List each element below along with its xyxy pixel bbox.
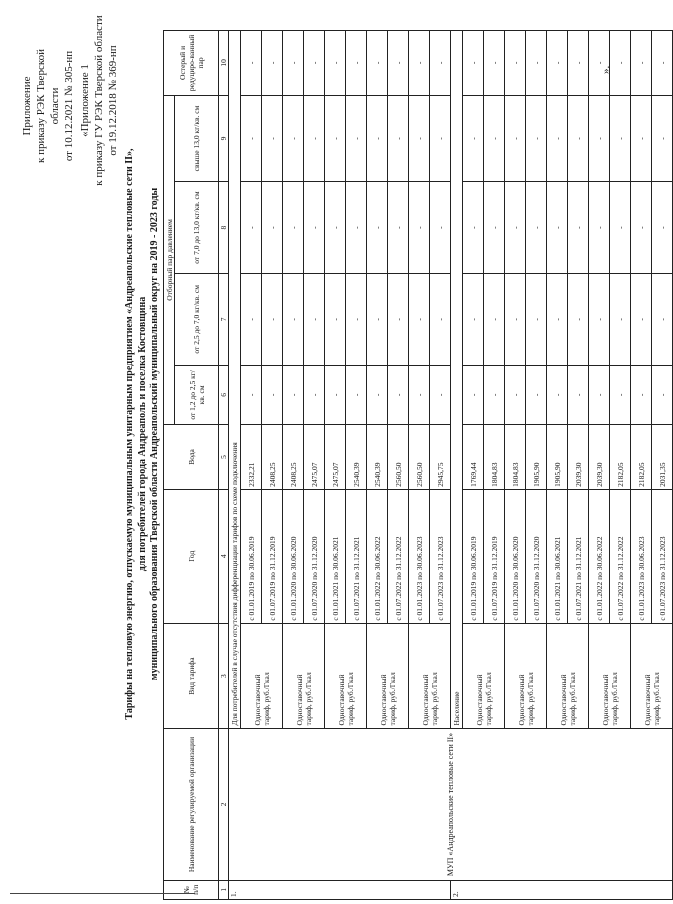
tariff-type-line-2: тариф, руб./Гкал (609, 672, 619, 726)
empty-value-dash: - (388, 95, 409, 181)
tariff-type-cell (283, 623, 325, 729)
empty-value-dash: - (610, 365, 631, 424)
empty-value-dash: - (367, 95, 388, 181)
period-cell: с 01.01.2020 по 30.06.2020 (505, 489, 526, 623)
column-number: 2 (219, 729, 229, 880)
header-water: Вода (164, 425, 219, 490)
water-value-cell: 1769,44 (463, 425, 484, 490)
water-value-cell: 2540,39 (346, 425, 367, 490)
empty-value-dash: - (589, 95, 610, 181)
water-value-cell: 2475,07 (304, 425, 325, 490)
empty-value-dash: - (262, 31, 283, 96)
empty-value-dash: - (610, 31, 631, 96)
empty-value-dash: - (325, 95, 346, 181)
appendix-current (20, 36, 76, 176)
water-value-cell: 2332,21 (241, 425, 262, 490)
empty-value-dash: - (568, 95, 589, 181)
water-value-cell: 1905,90 (526, 425, 547, 490)
tariff-type-line-1: Одноставочный (642, 674, 652, 726)
tariff-type-line-2: тариф, руб./Гкал (651, 672, 661, 726)
empty-value-dash: - (526, 31, 547, 96)
empty-value-dash: - (304, 182, 325, 274)
empty-value-dash: - (409, 365, 430, 424)
tariff-type-cell (505, 623, 547, 729)
empty-value-dash: - (388, 365, 409, 424)
period-cell: с 01.07.2022 по 31.12.2022 (610, 489, 631, 623)
empty-value-dash: - (463, 365, 484, 424)
empty-value-dash: - (367, 182, 388, 274)
appendix-previous-title: «Приложение 1 (79, 64, 91, 137)
water-value-cell: 1804,83 (505, 425, 526, 490)
empty-value-dash: - (367, 365, 388, 424)
period-cell: с 01.01.2021 по 30.06.2021 (325, 489, 346, 623)
empty-value-dash: - (652, 95, 673, 181)
tariff-type-cell (409, 623, 451, 729)
column-number: 6 (219, 365, 229, 424)
period-cell: с 01.01.2019 по 30.06.2019 (241, 489, 262, 623)
empty-value-dash: - (388, 182, 409, 274)
tariff-type-line-1: Одноставочный (378, 674, 388, 726)
water-value-cell: 2039,30 (568, 425, 589, 490)
empty-value-dash: - (589, 31, 610, 96)
water-value-cell: 2408,25 (283, 425, 304, 490)
water-value-cell: 2039,30 (589, 425, 610, 490)
tariff-type-line-2: тариф, руб./Гкал (261, 672, 271, 726)
tariff-type-line-1: Одноставочный (600, 674, 610, 726)
empty-value-dash: - (463, 95, 484, 181)
empty-value-dash: - (589, 273, 610, 365)
empty-value-dash: - (547, 365, 568, 424)
empty-value-dash: - (568, 273, 589, 365)
empty-value-dash: - (262, 182, 283, 274)
column-number: 7 (219, 273, 229, 365)
empty-value-dash: - (568, 31, 589, 96)
water-value-cell: 2031,35 (652, 425, 673, 490)
empty-value-dash: - (262, 365, 283, 424)
column-number: 4 (219, 489, 229, 623)
empty-value-dash: - (631, 273, 652, 365)
period-cell: с 01.01.2019 по 30.06.2019 (463, 489, 484, 623)
empty-value-dash: - (505, 273, 526, 365)
period-cell: с 01.07.2022 по 31.12.2022 (388, 489, 409, 623)
tariff-type-cell (463, 623, 505, 729)
water-value-cell: 2560,50 (388, 425, 409, 490)
empty-value-dash: - (631, 365, 652, 424)
tariff-type-line-2: тариф, руб./Гкал (303, 672, 313, 726)
header-p2: от 2,5 до 7,0 кг/кв. см (175, 273, 219, 365)
empty-value-dash: - (325, 365, 346, 424)
empty-value-dash: - (367, 31, 388, 96)
header-p4: свыше 13,0 кг/кв. см (175, 95, 219, 181)
empty-value-dash: - (589, 182, 610, 274)
empty-value-dash: - (262, 273, 283, 365)
water-value-cell: 2182,05 (631, 425, 652, 490)
tariff-type-line-2: тариф, руб./Гкал (525, 672, 535, 726)
water-value-cell: 2408,25 (262, 425, 283, 490)
empty-value-dash: - (652, 273, 673, 365)
empty-value-dash: - (505, 31, 526, 96)
period-cell: с 01.07.2021 по 31.12.2021 (346, 489, 367, 623)
tariff-type-line-2: тариф, руб./Гкал (567, 672, 577, 726)
empty-value-dash: - (505, 95, 526, 181)
period-cell: с 01.07.2023 по 31.12.2023 (430, 489, 451, 623)
water-value-cell: 1804,83 (484, 425, 505, 490)
empty-value-dash: - (346, 273, 367, 365)
empty-value-dash: - (589, 365, 610, 424)
tariff-type-line-2: тариф, руб./Гкал (483, 672, 493, 726)
empty-value-dash: - (241, 31, 262, 96)
empty-value-dash: - (304, 95, 325, 181)
empty-value-dash: - (463, 31, 484, 96)
period-cell: с 01.07.2020 по 31.12.2020 (526, 489, 547, 623)
appendix-current-title: Приложение (21, 76, 33, 136)
empty-value-dash: - (568, 365, 589, 424)
empty-value-dash: - (304, 273, 325, 365)
empty-value-dash: - (505, 365, 526, 424)
tariff-type-line-1: Одноставочный (252, 674, 262, 726)
empty-value-dash: - (367, 273, 388, 365)
empty-value-dash: - (388, 273, 409, 365)
column-number: 8 (219, 182, 229, 274)
empty-value-dash: - (547, 95, 568, 181)
tariff-type-line-1: Одноставочный (558, 674, 568, 726)
empty-value-dash: - (241, 182, 262, 274)
empty-value-dash: - (409, 182, 430, 274)
column-number-row (219, 31, 229, 900)
empty-value-dash: - (283, 31, 304, 96)
period-cell: с 01.01.2023 по 30.06.2023 (409, 489, 430, 623)
tariff-type-cell (589, 623, 631, 729)
header-tariff-type: Вид тарифа (164, 623, 219, 729)
water-value-cell: 2475,07 (325, 425, 346, 490)
water-value-cell: 2945,75 (430, 425, 451, 490)
empty-value-dash: - (325, 182, 346, 274)
section-title: Население (451, 31, 463, 729)
appendix-previous-date: от 19.12.2018 № 369-нп (107, 45, 119, 156)
empty-value-dash: - (484, 95, 505, 181)
document-heading (124, 54, 162, 814)
empty-value-dash: - (430, 31, 451, 96)
appendix-current-order: к приказу РЭК Тверской области (35, 49, 61, 163)
header-row-1 (164, 31, 175, 900)
empty-value-dash: - (430, 273, 451, 365)
tariff-type-line-2: тариф, руб./Гкал (387, 672, 397, 726)
appendix-previous-order: к приказу ГУ РЭК Тверской области (93, 15, 105, 186)
empty-value-dash: - (610, 273, 631, 365)
tariff-type-line-2: тариф, руб./Гкал (429, 672, 439, 726)
section-row (229, 31, 241, 900)
tariff-type-line-1: Одноставочный (474, 674, 484, 726)
period-cell: с 01.01.2021 по 30.06.2021 (547, 489, 568, 623)
period-cell: с 01.07.2021 по 31.12.2021 (568, 489, 589, 623)
empty-value-dash: - (346, 182, 367, 274)
water-value-cell: 1905,90 (547, 425, 568, 490)
empty-value-dash: - (325, 31, 346, 96)
empty-value-dash: - (346, 95, 367, 181)
tariff-type-cell (547, 623, 589, 729)
header-org: Наименование регулируемой организации (164, 729, 219, 880)
empty-value-dash: - (505, 182, 526, 274)
empty-value-dash: - (304, 31, 325, 96)
header-p1: от 1,2 до 2,5 кг/кв. см (175, 365, 219, 424)
period-cell: с 01.07.2019 по 31.12.2019 (484, 489, 505, 623)
heading-line-1: Тарифы на тепловую энергию, отпускаемую муниципальным унитарным предприятием «Андреапольские тепловые сети II», (124, 148, 135, 720)
period-cell: с 01.01.2022 по 30.06.2022 (367, 489, 388, 623)
empty-value-dash: - (631, 95, 652, 181)
heading-line-2: для потребителей города Андреаполь и поселка Костовщина (136, 296, 148, 572)
empty-value-dash: - (547, 31, 568, 96)
footer-rule (10, 893, 195, 894)
header-steam-group: Отборный пар давлением (164, 95, 175, 424)
column-number: 1 (219, 880, 229, 899)
appendix-current-date: от 10.12.2021 № 305-нп (63, 50, 75, 162)
tariff-type-cell (367, 623, 409, 729)
tariff-type-line-1: Одноставочный (516, 674, 526, 726)
empty-value-dash: - (631, 31, 652, 96)
period-cell: с 01.07.2020 по 31.12.2020 (304, 489, 325, 623)
period-cell: с 01.01.2023 по 30.06.2023 (631, 489, 652, 623)
tariff-type-cell (241, 623, 283, 729)
water-value-cell: 2560,50 (409, 425, 430, 490)
empty-value-dash: - (463, 273, 484, 365)
empty-value-dash: - (241, 273, 262, 365)
empty-value-dash: - (283, 182, 304, 274)
header-num: № п/п (164, 880, 219, 899)
empty-value-dash: - (430, 365, 451, 424)
empty-value-dash: - (610, 182, 631, 274)
header-p3: от 7,0 до 13,0 кг/кв. см (175, 182, 219, 274)
tariff-table (163, 30, 673, 900)
tariff-type-cell (325, 623, 367, 729)
header-year: Год (164, 489, 219, 623)
column-number: 9 (219, 95, 229, 181)
empty-value-dash: - (241, 95, 262, 181)
empty-value-dash: - (325, 273, 346, 365)
heading-line-3: муниципального образования Тверской области Андреапольский муниципальный округ на 2019 - 2023 годы (149, 187, 160, 681)
water-value-cell: 2540,39 (367, 425, 388, 490)
header-sharp-steam: Остерый и редуциро-ванный пар (164, 31, 219, 96)
empty-value-dash: - (631, 182, 652, 274)
empty-value-dash: - (526, 95, 547, 181)
period-cell: с 01.01.2022 по 30.06.2022 (589, 489, 610, 623)
empty-value-dash: - (526, 365, 547, 424)
empty-value-dash: - (430, 95, 451, 181)
water-value-cell: 2182,05 (610, 425, 631, 490)
closing-quote: ». (600, 65, 612, 74)
empty-value-dash: - (568, 182, 589, 274)
empty-value-dash: - (241, 365, 262, 424)
tariff-type-cell (631, 623, 673, 729)
empty-value-dash: - (283, 273, 304, 365)
empty-value-dash: - (652, 365, 673, 424)
empty-value-dash: - (409, 31, 430, 96)
section-title: Для потребителей в случае отсутствия дифференциации тарифов по схеме подключения (229, 31, 241, 729)
tariff-type-line-2: тариф, руб./Гкал (345, 672, 355, 726)
empty-value-dash: - (262, 95, 283, 181)
empty-value-dash: - (304, 365, 325, 424)
empty-value-dash: - (430, 182, 451, 274)
period-cell: с 01.01.2020 по 30.06.2020 (283, 489, 304, 623)
empty-value-dash: - (283, 365, 304, 424)
section-number: 1. (229, 880, 451, 899)
tariff-type-line-1: Одноставочный (294, 674, 304, 726)
empty-value-dash: - (409, 95, 430, 181)
empty-value-dash: - (526, 182, 547, 274)
empty-value-dash: - (547, 182, 568, 274)
empty-value-dash: - (547, 273, 568, 365)
period-cell: с 01.07.2023 по 31.12.2023 (652, 489, 673, 623)
appendix-previous (78, 13, 120, 188)
empty-value-dash: - (652, 182, 673, 274)
empty-value-dash: - (652, 31, 673, 96)
empty-value-dash: - (484, 365, 505, 424)
column-number: 10 (219, 31, 229, 96)
column-number: 5 (219, 425, 229, 490)
empty-value-dash: - (283, 95, 304, 181)
empty-value-dash: - (610, 95, 631, 181)
organization-name: МУП «Андреапольские тепловые сети II» (229, 729, 673, 880)
empty-value-dash: - (388, 31, 409, 96)
empty-value-dash: - (346, 31, 367, 96)
section-number: 2. (451, 880, 673, 899)
tariff-type-line-1: Одноставочный (336, 674, 346, 726)
empty-value-dash: - (463, 182, 484, 274)
empty-value-dash: - (484, 31, 505, 96)
empty-value-dash: - (409, 273, 430, 365)
tariff-type-line-1: Одноставочный (420, 674, 430, 726)
empty-value-dash: - (346, 365, 367, 424)
column-number: 3 (219, 623, 229, 729)
empty-value-dash: - (484, 182, 505, 274)
period-cell: с 01.07.2019 по 31.12.2019 (262, 489, 283, 623)
empty-value-dash: - (526, 273, 547, 365)
empty-value-dash: - (484, 273, 505, 365)
